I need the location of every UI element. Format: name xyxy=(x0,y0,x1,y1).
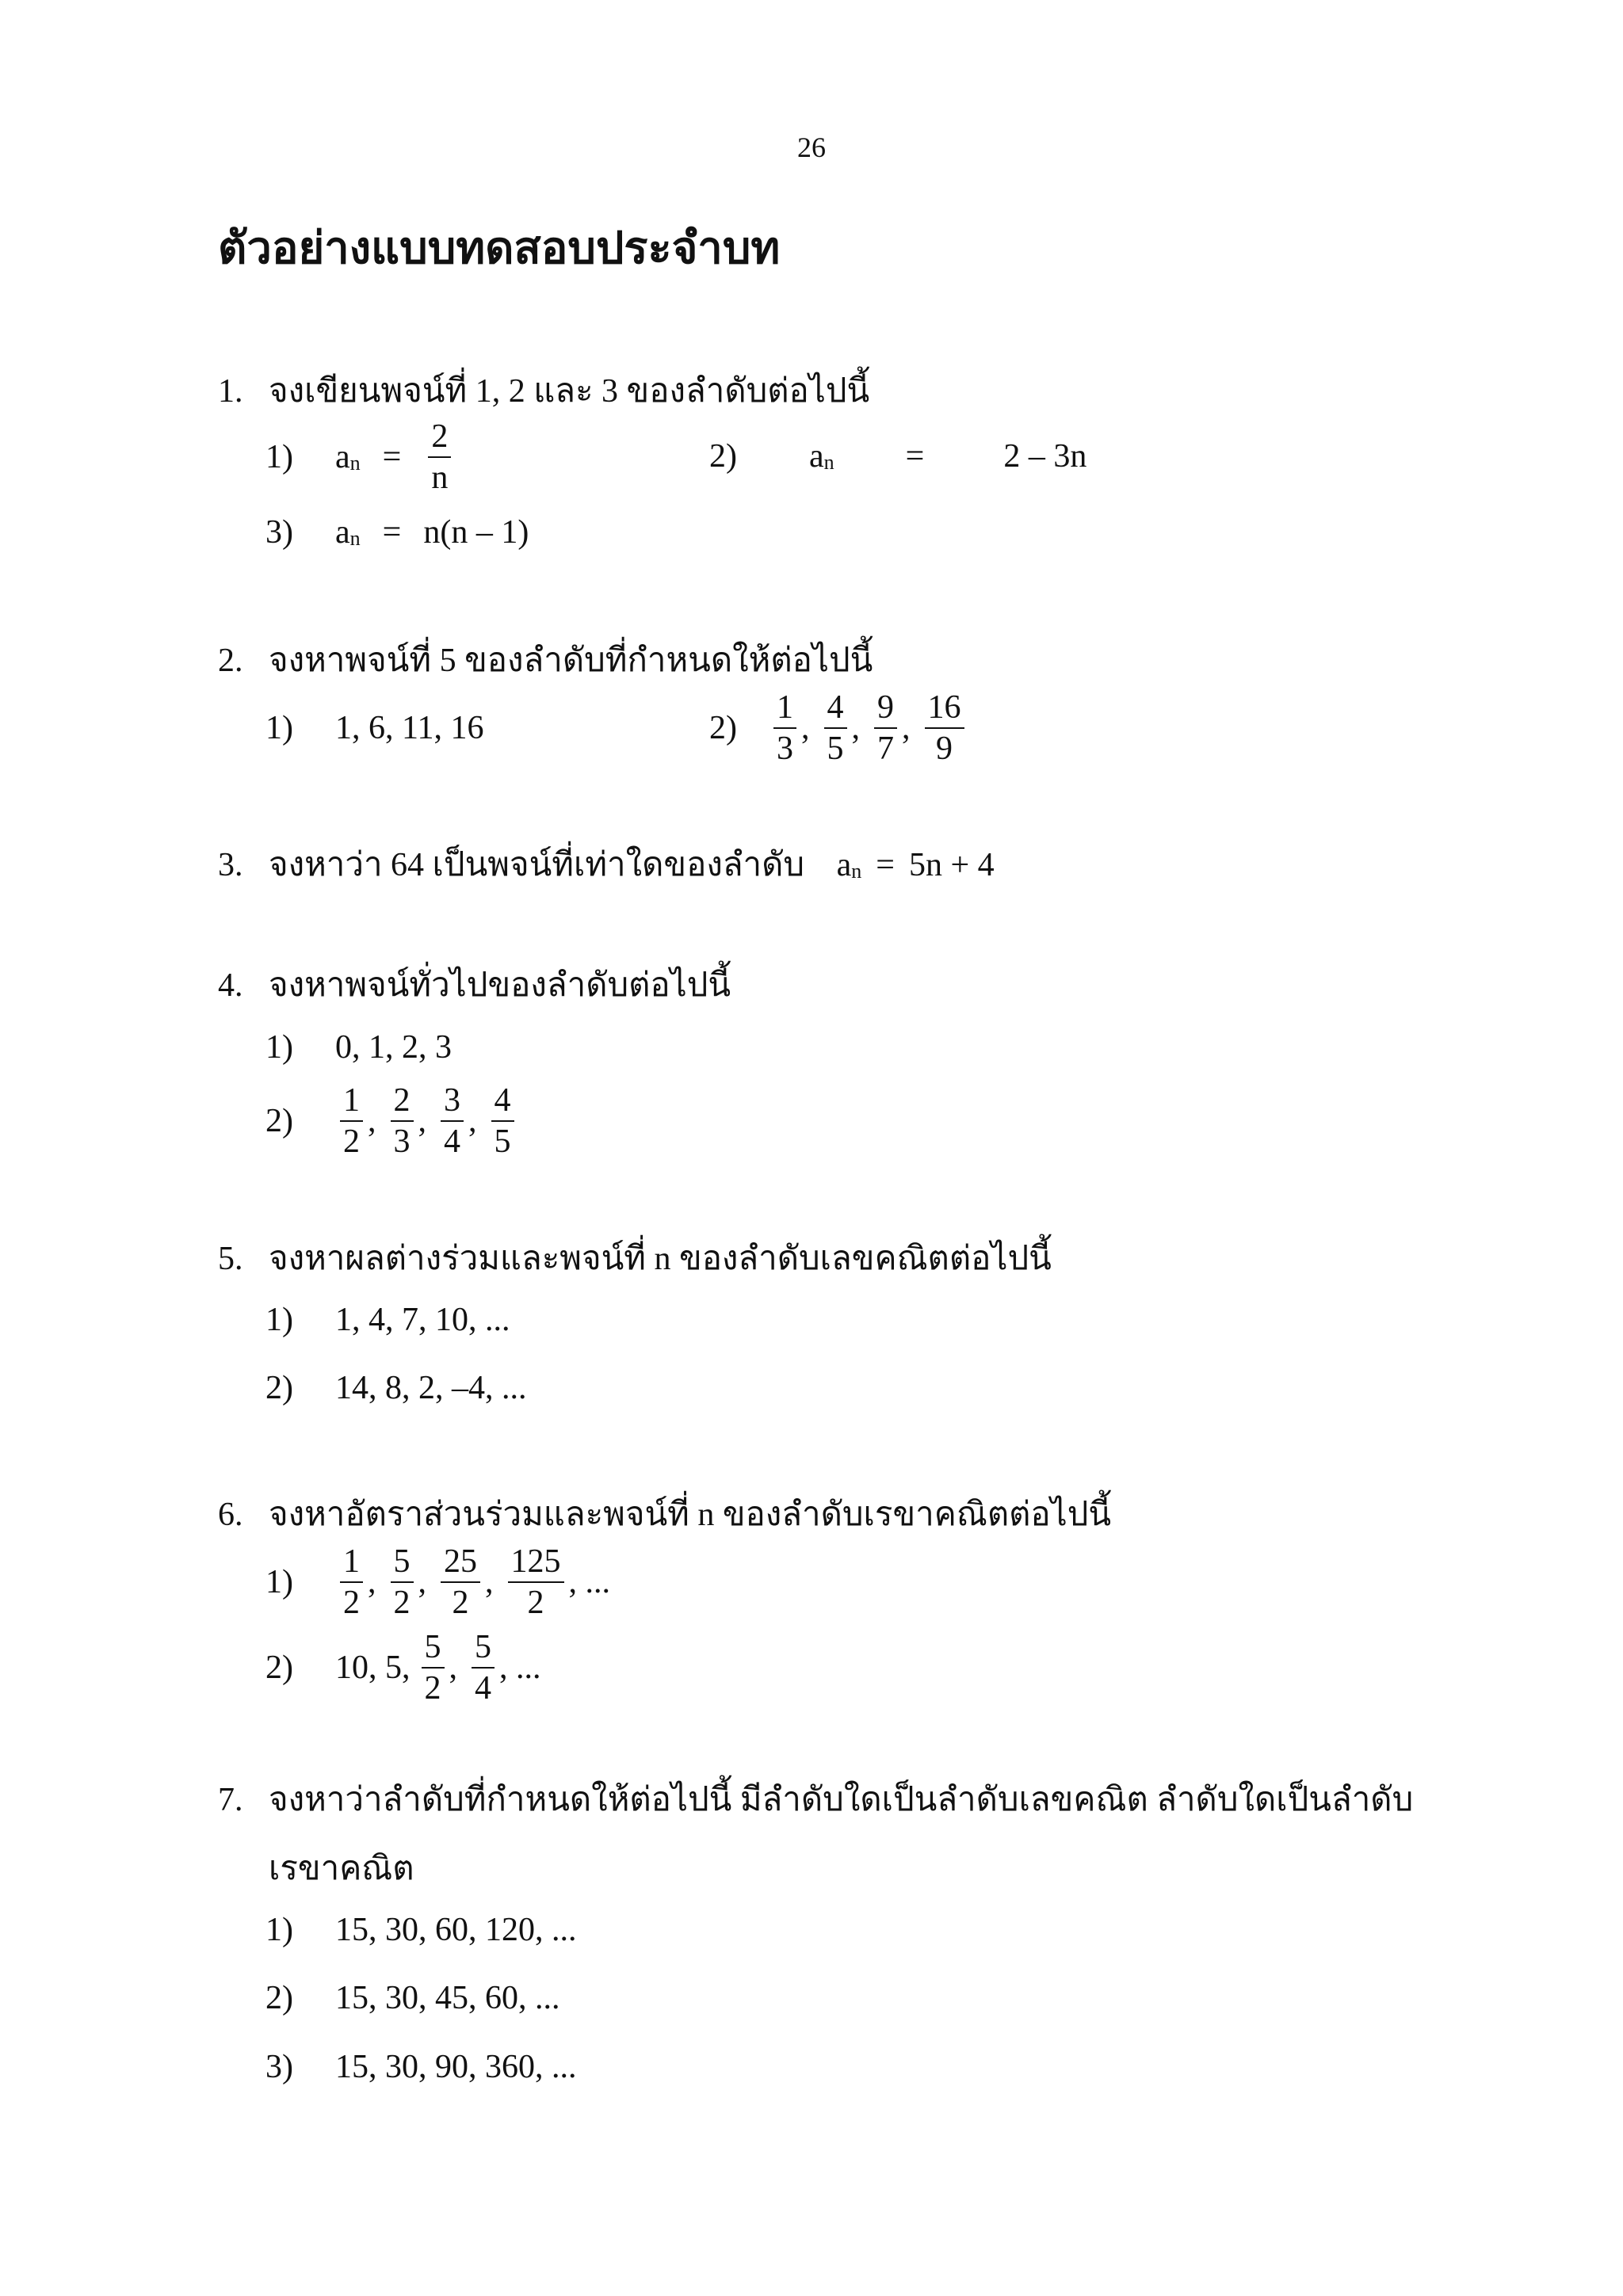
q7-item-3 xyxy=(265,2048,577,2086)
fraction: $\frac{5}{2}$ xyxy=(391,1545,414,1619)
question-number: 6. xyxy=(218,1497,243,1533)
sequence: 0, 1, 2, 3 xyxy=(335,1029,452,1066)
sequence: 15, 30, 45, 60, ... xyxy=(335,1980,560,2016)
question-text: จงหาว่าลำดับที่กำหนดให้ต่อไปนี้ มีลำดับใดเป็นลำดับเลขคณิต ลำดับใดเป็นลำดับ xyxy=(269,1782,1414,1818)
question-text: จงหาพจน์ที่ 5 ของลำดับที่กำหนดให้ต่อไปนี้ xyxy=(269,643,873,679)
fraction: $\frac{1}{2}$ xyxy=(340,1545,363,1619)
q5-item-2 xyxy=(265,1369,527,1407)
expression: 5n + 4 xyxy=(908,847,995,883)
term-a: a xyxy=(809,438,824,475)
item-label: 2) xyxy=(709,438,737,475)
equals-sign: = xyxy=(876,847,895,883)
fraction: $\frac{1}{3}$ xyxy=(773,691,796,765)
term-a: a xyxy=(335,514,350,551)
fraction: $\frac{4}{5}$ xyxy=(824,691,847,765)
term-a: a xyxy=(335,439,350,475)
sequence: 14, 8, 2, –4, ... xyxy=(335,1370,527,1406)
item-label: 1) xyxy=(265,439,293,475)
q4-item-1 xyxy=(265,1028,452,1066)
question-number: 1. xyxy=(218,373,243,410)
fraction: $\frac{25}{2}$ xyxy=(441,1545,480,1619)
subscript-n: n xyxy=(851,860,862,883)
question-2 xyxy=(218,634,873,686)
fraction: $\frac{4}{5}$ xyxy=(491,1084,514,1158)
question-number: 3. xyxy=(218,847,243,883)
q4-item-2: 2) $\frac{1}{2}$ , $\frac{2}{3}$ , $\frac{3}{4}$ , $\frac{4}{5}$ xyxy=(265,1084,519,1158)
q6-item-2: 2) 10, 5, $\frac{5}{2}$ , $\frac{5}{4}$ , ... xyxy=(265,1629,541,1707)
q2-item-1 xyxy=(265,709,483,747)
q1-item-1 xyxy=(265,420,456,494)
item-label: 1) xyxy=(265,1912,293,1948)
item-label: 3) xyxy=(265,2049,293,2085)
equals-sign: = xyxy=(382,439,402,475)
item-label: 2) xyxy=(265,1980,293,2016)
question-1 xyxy=(218,364,869,417)
equals-sign: = xyxy=(382,514,402,551)
equals-sign: = xyxy=(905,438,925,475)
q5-item-1 xyxy=(265,1301,510,1339)
fraction: $\frac{16}{9}$ xyxy=(925,691,964,765)
subscript-n: n xyxy=(349,527,361,550)
question-5 xyxy=(218,1232,1052,1284)
question-6 xyxy=(218,1488,1111,1540)
question-text: จงหาอัตราส่วนร่วมและพจน์ที่ n ของลำดับเรขาคณิตต่อไปนี้ xyxy=(269,1497,1112,1533)
item-label: 2) xyxy=(265,1370,293,1406)
expression: 2 – 3n xyxy=(1003,438,1087,475)
question-7-continued xyxy=(269,1842,414,1894)
q7-item-2 xyxy=(265,1979,560,2017)
q1-item-3 xyxy=(265,513,529,551)
item-label: 1) xyxy=(265,1029,293,1066)
q7-item-1 xyxy=(265,1911,577,1949)
sequence: 15, 30, 60, 120, ... xyxy=(335,1912,577,1948)
question-text-line-2: เรขาคณิต xyxy=(269,1851,414,1887)
question-3 xyxy=(218,838,995,891)
ellipsis: , ... xyxy=(568,1564,610,1600)
fraction: $\frac{1}{2}$ xyxy=(340,1084,363,1158)
q6-item-1: 1) $\frac{1}{2}$ , $\frac{5}{2}$ , $\frac{25}{2}$ , $\frac{125}{2}$ , ... xyxy=(265,1543,610,1621)
fraction: $\frac{9}{7}$ xyxy=(874,691,897,765)
subscript-n: n xyxy=(823,451,834,474)
question-text: จงหาว่า 64 เป็นพจน์ที่เท่าใดของลำดับ xyxy=(269,847,805,883)
q2-item-2: 2) $\frac{1}{3}$ , $\frac{4}{5}$ , $\frac{9}{7}$ , $\frac{16}{9}$ xyxy=(709,691,969,765)
fraction: $\frac{5}{4}$ xyxy=(472,1630,495,1705)
item-label: 1) xyxy=(265,1564,293,1600)
question-number: 4. xyxy=(218,967,243,1004)
item-label: 2) xyxy=(265,1103,293,1139)
fraction: $\frac{2}{n}$ xyxy=(428,420,451,494)
question-7 xyxy=(218,1773,1413,1825)
question-text: จงหาผลต่างร่วมและพจน์ที่ n ของลำดับเลขคณิตต่อไปนี้ xyxy=(269,1241,1052,1277)
subscript-n: n xyxy=(349,452,361,475)
sequence: 1, 4, 7, 10, ... xyxy=(335,1302,510,1338)
item-label: 1) xyxy=(265,1302,293,1338)
item-label: 1) xyxy=(265,710,293,746)
question-number: 2. xyxy=(218,643,243,679)
expression: n(n – 1) xyxy=(423,514,529,551)
fraction: $\frac{2}{3}$ xyxy=(391,1084,414,1158)
q1-item-2 xyxy=(709,437,1086,475)
page-number: 26 xyxy=(797,132,826,163)
item-label: 3) xyxy=(265,514,293,551)
question-number: 5. xyxy=(218,1241,243,1277)
item-label: 2) xyxy=(709,710,737,746)
ellipsis: , ... xyxy=(499,1650,541,1686)
fraction: $\frac{3}{4}$ xyxy=(441,1084,464,1158)
sequence: 15, 30, 90, 360, ... xyxy=(335,2049,577,2085)
page-title: ตัวอย่างแบบทดสอบประจำบท xyxy=(218,224,781,273)
sequence-lead: 10, 5, xyxy=(335,1650,411,1686)
fraction: $\frac{125}{2}$ xyxy=(508,1545,564,1619)
sequence: 1, 6, 11, 16 xyxy=(335,710,484,746)
item-label: 2) xyxy=(265,1650,293,1686)
question-4 xyxy=(218,959,731,1011)
question-text: จงหาพจน์ทั่วไปของลำดับต่อไปนี้ xyxy=(269,967,731,1004)
term-a: a xyxy=(836,847,852,883)
question-number: 7. xyxy=(218,1782,243,1818)
question-text: จงเขียนพจน์ที่ 1, 2 และ 3 ของลำดับต่อไปนี้ xyxy=(269,373,870,410)
fraction: $\frac{5}{2}$ xyxy=(422,1630,445,1705)
